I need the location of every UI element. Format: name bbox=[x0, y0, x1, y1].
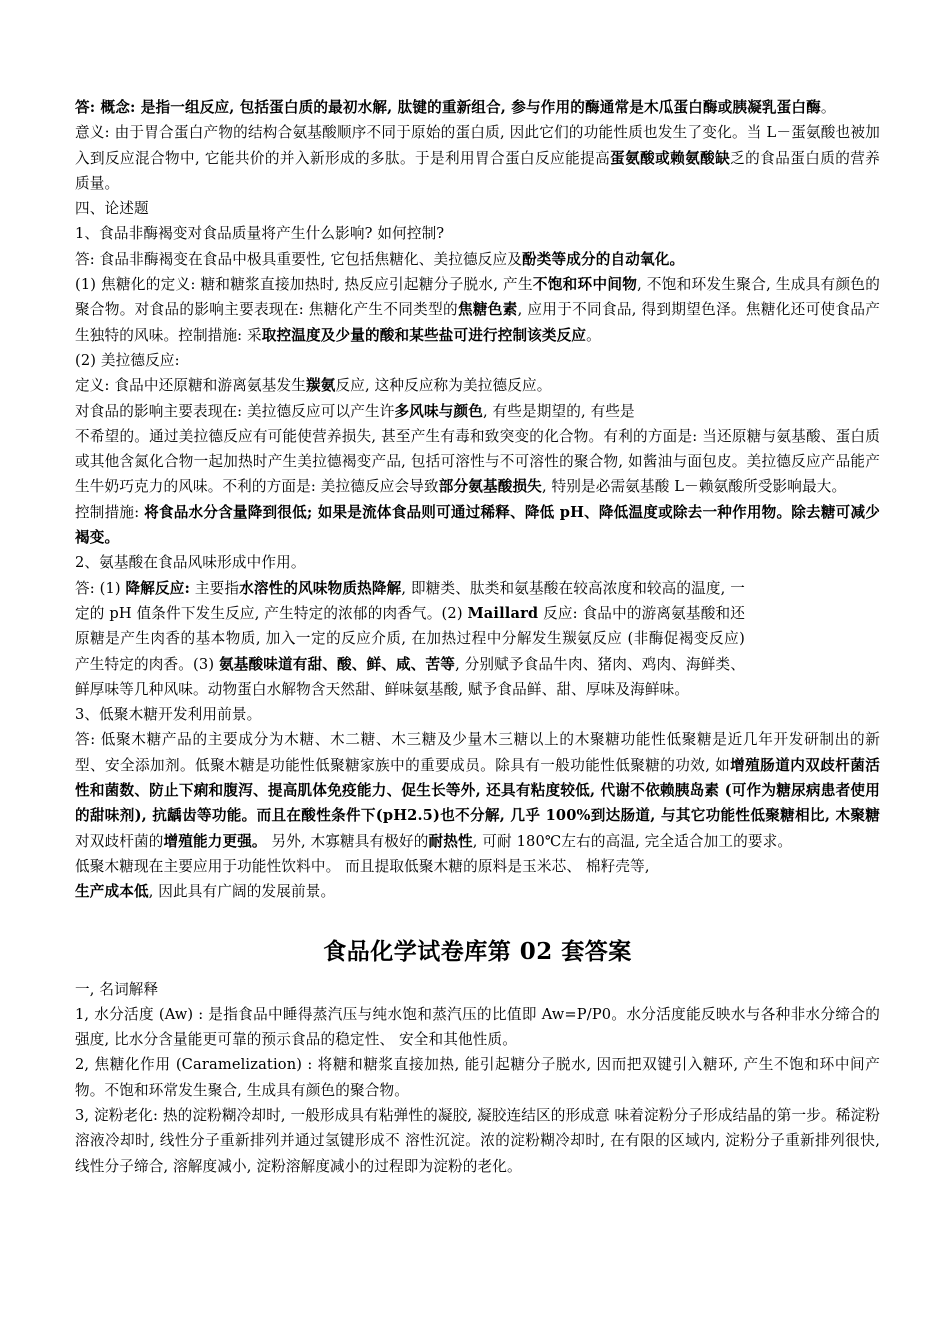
text-run: 另外, 木寡糖具有极好的 bbox=[266, 832, 429, 850]
bold-text: 多风味与颜色 bbox=[394, 402, 483, 420]
answer-paragraph-l15 bbox=[75, 727, 880, 853]
bold-text: 增殖肠道内双歧杆菌活性和菌数、防止下痢和腹泻、提高肌体免疫能力、促生长等外, 还具有粘度较低, 代谢不依赖胰岛素 (可作为糖尿病患者使用的甜味剂), 抗龋齿等功能。而且在酸性条件下(pH2.5)也不分解, 几乎 100%到达肠道, 与其它功能性低聚糖相比, 木聚糖 bbox=[75, 756, 880, 825]
text-run: 控制措施: bbox=[75, 503, 145, 521]
bold-text: 降解反应: bbox=[125, 579, 191, 597]
text-run: 3、低聚木糖开发利用前景。 bbox=[75, 706, 262, 724]
text-run: 1, 水分活度 (Aw) : 是指食品中睡得蒸汽压与纯水饱和蒸汽压的比值即 Aw=P/P0。水分活度能反映水与各种非水分缔合的强度, 比水分含量能更可靠的预示食品的稳定性、 安全和其他性质。 bbox=[75, 1005, 880, 1049]
answer-paragraph-l13 bbox=[75, 576, 745, 702]
answer-paragraph-l11 bbox=[75, 500, 880, 551]
text-run: 乏的食品蛋白质的营养质量。 bbox=[75, 149, 880, 192]
answer-paragraph-l2 bbox=[75, 120, 880, 196]
answer-paragraph-l9 bbox=[75, 399, 880, 424]
bold-text: 生产成本低 bbox=[75, 883, 149, 901]
bold-text: 耐热性 bbox=[428, 832, 473, 850]
bold-text: 酚类等成分的自动氧化。 bbox=[522, 250, 685, 268]
text-run: 答: 食品非酶褐变在食品中极具重要性, 它包括焦糖化、美拉德反应及 bbox=[75, 250, 523, 268]
text-run: 对食品的影响主要表现在: 美拉德反应可以产生许 bbox=[75, 402, 395, 420]
text-run: 不希望的。通过美拉德反应有可能使营养损失, 甚至产生有毒和致突变的化合物。有利的方面是: 当还原糖与氨基酸、蛋白质或其他含氮化合物一起加热时产生美拉德褐变产品, 包括可溶性与不可溶性的聚合物, 如酱油与面包皮。美拉德反应产品能产生牛奶巧克力的风味。不利的方面是: 美拉德反应会导致 bbox=[75, 427, 880, 496]
answer-paragraph-l4 bbox=[75, 221, 880, 246]
text-run: 反应, 这种反应称为美拉德反应。 bbox=[335, 377, 552, 395]
text-run: 3, 淀粉老化: 热的淀粉糊冷却时, 一般形成具有粘弹性的凝胶, 凝胶连结区的形成意 味着淀粉分子形成结晶的第一步。稀淀粉溶液冷却时, 线性分子重新排列并通过氢键形成不 溶性沉淀。浓的淀粉糊冷却时, 在有限的区域内, 淀粉分子重新排列很快, 线性分子缔合, 溶解度减小, 淀粉溶解度减小的过程即为淀粉的老化。 bbox=[75, 1106, 880, 1175]
answer-section-01 bbox=[75, 95, 880, 905]
text-run: 2、氨基酸在食品风味形成中作用。 bbox=[75, 554, 306, 572]
bold-text: 部分氨基酸损失 bbox=[438, 478, 542, 496]
bold-text: 答: 概念: 是指一组反应, 包括蛋白质的最初水解, 肽键的重新组合, 参与作用的酶通常是木瓜蛋白酶或胰凝乳蛋白酶 bbox=[75, 99, 821, 116]
text-run: , 有些是期望的, 有些是 bbox=[482, 402, 635, 420]
answer-paragraph-l6 bbox=[75, 272, 880, 348]
bold-text: Maillard bbox=[467, 604, 539, 622]
text-run: 意义: 由于胃合蛋白产物的结构合氨基酸顺序不同于原始的蛋白质, 因此它们的功能性质也发生了变化。当 L－蛋氨酸也被加入到反应混合物中, 它能共价的并入新形成的多肽。于是利用胃合蛋白反应能提高 bbox=[75, 124, 880, 167]
answer-paragraph-l17 bbox=[75, 879, 880, 904]
answer-paragraph-l14 bbox=[75, 702, 880, 727]
text-run: 2, 焦糖化作用 (Caramelization) : 将糖和糖浆直接加热, 能引起糖分子脱水, 因而把双键引入糖环, 产生不饱和环中间产物。不饱和环常发生聚合, 生成具有颜色的聚合物。 bbox=[75, 1056, 880, 1099]
text-run: 低聚木糖现在主要应用于功能性饮料中。 而且提取低聚木糖的原料是玉米芯、 棉籽壳等, bbox=[75, 857, 650, 875]
answer-paragraph-l1 bbox=[75, 95, 880, 120]
text-run: , 不饱和环发生聚合, 生成具有颜色的聚合物。对食品的影响主要表现在: 焦糖化产生不同类型的 bbox=[75, 276, 880, 319]
bold-text: 羰氨 bbox=[306, 377, 336, 395]
text-run: (1) 焦糖化的定义: 糖和糖浆直接加热时, 热反应引起糖分子脱水, 产生 bbox=[75, 276, 533, 294]
text-run: 四、论述题 bbox=[75, 200, 149, 218]
text-run: 。 bbox=[820, 99, 836, 116]
text-run: 对双歧杆菌的 bbox=[75, 832, 164, 850]
bold-text: 氨基酸味道有甜、酸、鲜、咸、苦等 bbox=[218, 655, 456, 673]
text-run: 一, 名词解释 bbox=[75, 980, 159, 998]
text-run: , 特别是必需氨基酸 L－赖氨酸所受影响最大。 bbox=[541, 478, 847, 496]
text-run: 1、食品非酶褐变对食品质量将产生什么影响? 如何控制? bbox=[75, 225, 445, 243]
text-run: , 因此具有广阔的发展前景。 bbox=[148, 883, 336, 901]
bold-text: 蛋氨酸或赖氨酸缺 bbox=[610, 149, 731, 167]
text-run: 。 bbox=[586, 326, 601, 344]
answer-paragraph-l5 bbox=[75, 247, 880, 272]
answer-paragraph-l3 bbox=[75, 196, 880, 221]
definition-paragraph-m2 bbox=[75, 1002, 880, 1053]
answer-paragraph-l10 bbox=[75, 424, 880, 500]
bold-text: 水溶性的风味物质热降解 bbox=[239, 579, 402, 597]
text-run: , 应用于不同食品, 得到期望色泽。焦糖化还可使食品产生独特的风味。控制措施: 采 bbox=[75, 301, 881, 344]
bold-text: 增殖能力更强。 bbox=[163, 832, 267, 850]
text-run: (2) 美拉德反应: bbox=[75, 351, 180, 369]
document-page bbox=[75, 95, 880, 1179]
answer-paragraph-l16 bbox=[75, 854, 880, 879]
text-run: , 分别赋予食品牛肉、猪肉、鸡肉、海鲜类、鲜厚味等几种风味。动物蛋白水解物含天然甜、鲜味氨基酸, 赋予食品鲜、甜、厚味及海鲜味。 bbox=[75, 655, 745, 698]
text-run: 答: (1) bbox=[75, 579, 126, 597]
text-run: 主要指 bbox=[190, 579, 240, 597]
answer-paragraph-l7 bbox=[75, 348, 880, 373]
definition-paragraph-m1 bbox=[75, 977, 880, 1002]
answer-paragraph-l12 bbox=[75, 550, 880, 575]
bold-text: 焦糖色素 bbox=[457, 301, 518, 319]
definition-paragraph-m3 bbox=[75, 1052, 880, 1103]
answer-paragraph-l8 bbox=[75, 373, 880, 398]
text-run: , 可耐 180℃左右的高温, 完全适合加工的要求。 bbox=[472, 832, 793, 850]
answer-section-02 bbox=[75, 977, 880, 1179]
bold-text: 将食品水分含量降到很低; 如果是流体食品则可通过稀释、降低 pH、降低温度或除去一种作用物。除去糖可减少褐变。 bbox=[75, 503, 880, 547]
bold-text: 不饱和环中间物 bbox=[532, 276, 638, 294]
definition-paragraph-m4 bbox=[75, 1103, 880, 1179]
text-run: 定义: 食品中还原糖和游离氨基发生 bbox=[75, 377, 307, 395]
text-run: 反应: 食品中的游离氨基酸和还原糖是产生肉香的基本物质, 加入一定的反应介质, 在加热过程中分解发生羰氨反应 (非酶促褐变反应) 产生特定的肉香。(3) bbox=[75, 604, 745, 673]
text-run: 答: 低聚木糖产品的主要成分为木糖、木二糖、木三糖及少量木三糖以上的木聚糖功能性低聚糖是近几年开发研制出的新型、安全添加剂。低聚木糖是功能性低聚糖家族中的重要成员。除具有一般功能性低聚糖的功效, 如 bbox=[75, 731, 880, 774]
page-title: 食品化学试卷库第 02 套答案 bbox=[323, 937, 632, 965]
text-run: , 即糖类、肽类和氨基酸在较高浓度和较高的温度, 一定的 pH 值条件下发生反应, 产生特定的浓郁的肉香气。(2) bbox=[75, 579, 746, 622]
bold-text: 取控温度及少量的酸和某些盐可进行控制该类反应 bbox=[261, 326, 587, 344]
